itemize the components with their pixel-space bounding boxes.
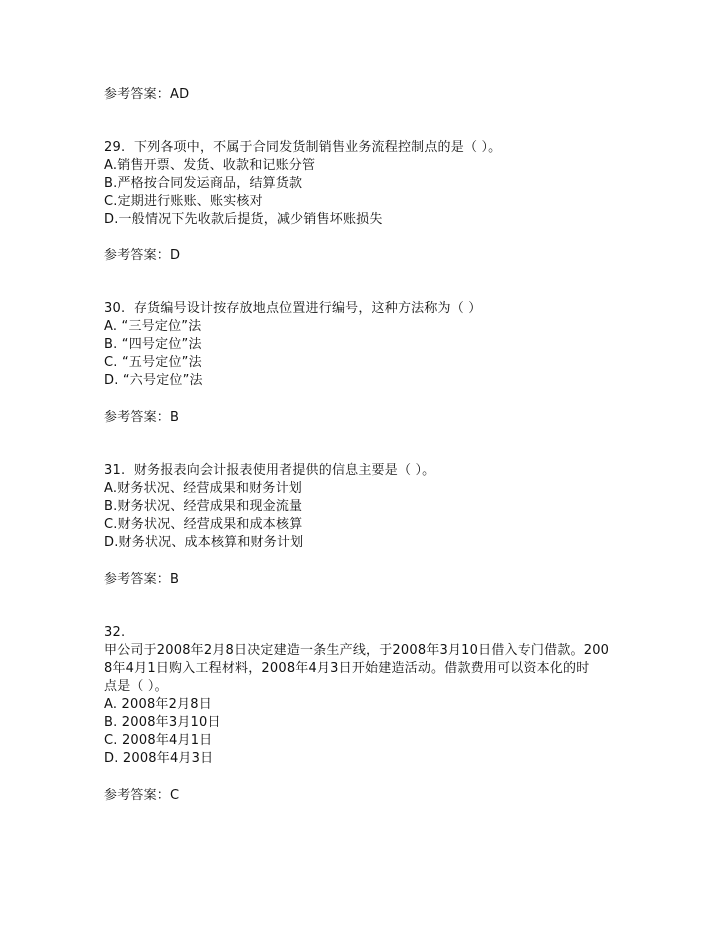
question-31-option-d: D.财务状况、成本核算和财务计划: [104, 535, 304, 550]
answer-value: C: [170, 788, 180, 803]
question-number: 30.: [104, 301, 126, 316]
question-32-stem-line-1: 甲公司于2008年2月8日决定建造一条生产线，于2008年3月10日借入专门借款。200: [104, 643, 610, 658]
question-number: 31.: [104, 463, 126, 478]
question-31-option-b: B.财务状况、经营成果和现金流量: [104, 499, 303, 514]
answer-label: 参考答案：: [104, 572, 171, 587]
question-30-stem: [104, 300, 482, 318]
question-32-option-a: A. 2008年2月8日: [104, 697, 212, 712]
answer-label: 参考答案：: [104, 248, 171, 263]
question-31-option-a: A.财务状况、经营成果和财务计划: [104, 481, 302, 496]
question-30-option-a: A. “三号定位”法: [104, 319, 202, 334]
question-32-option-d: D. 2008年4月3日: [104, 751, 214, 766]
question-text: 财务报表向会计报表使用者提供的信息主要是（ ）。: [133, 463, 436, 478]
answer-value: B: [170, 572, 180, 587]
answer-label: 参考答案：: [104, 410, 171, 425]
question-32-option-b: B. 2008年3月10日: [104, 715, 221, 730]
question-text: 下列各项中，不属于合同发货制销售业务流程控制点的是（ ）。: [133, 140, 502, 155]
question-30-option-d: D. “六号定位”法: [104, 373, 203, 388]
question-32-option-c: C. 2008年4月1日: [104, 733, 213, 748]
question-32-stem-line-3: 点是（ ）。: [104, 679, 168, 694]
answer-value: AD: [170, 87, 190, 102]
question-29-option-b: B.严格按合同发运商品，结算货款: [104, 176, 303, 191]
question-text: 存货编号设计按存放地点位置进行编号，这种方法称为（ ）: [133, 301, 482, 316]
question-32-number: 32.: [104, 625, 126, 640]
question-29-option-c: C.定期进行账账、账实核对: [104, 194, 263, 209]
question-31-answer: [104, 571, 179, 589]
question-31-option-c: C.财务状况、经营成果和成本核算: [104, 517, 303, 532]
question-32-stem-line-2: 8年4月1日购入工程材料，2008年4月3日开始建造活动。借款费用可以资本化的时: [104, 661, 590, 676]
answer-value: D: [170, 248, 181, 263]
question-29-option-a: A.销售开票、发货、收款和记账分管: [104, 158, 316, 173]
answer-label: 参考答案：: [104, 788, 171, 803]
question-29-stem: [104, 139, 501, 157]
question-30-option-c: C. “五号定位”法: [104, 355, 202, 370]
answer-label: 参考答案：: [104, 87, 171, 102]
answer-value: B: [170, 410, 180, 425]
question-29-answer: [104, 247, 180, 265]
question-31-stem: [104, 462, 435, 480]
question-number: 29.: [104, 140, 126, 155]
question-30-option-b: B. “四号定位”法: [104, 337, 202, 352]
question-29-option-d: D.一般情况下先收款后提货，减少销售坏账损失: [104, 212, 383, 227]
question-30-answer: [104, 409, 179, 427]
prev-answer-line: [104, 86, 189, 104]
question-32-answer: [104, 787, 179, 805]
